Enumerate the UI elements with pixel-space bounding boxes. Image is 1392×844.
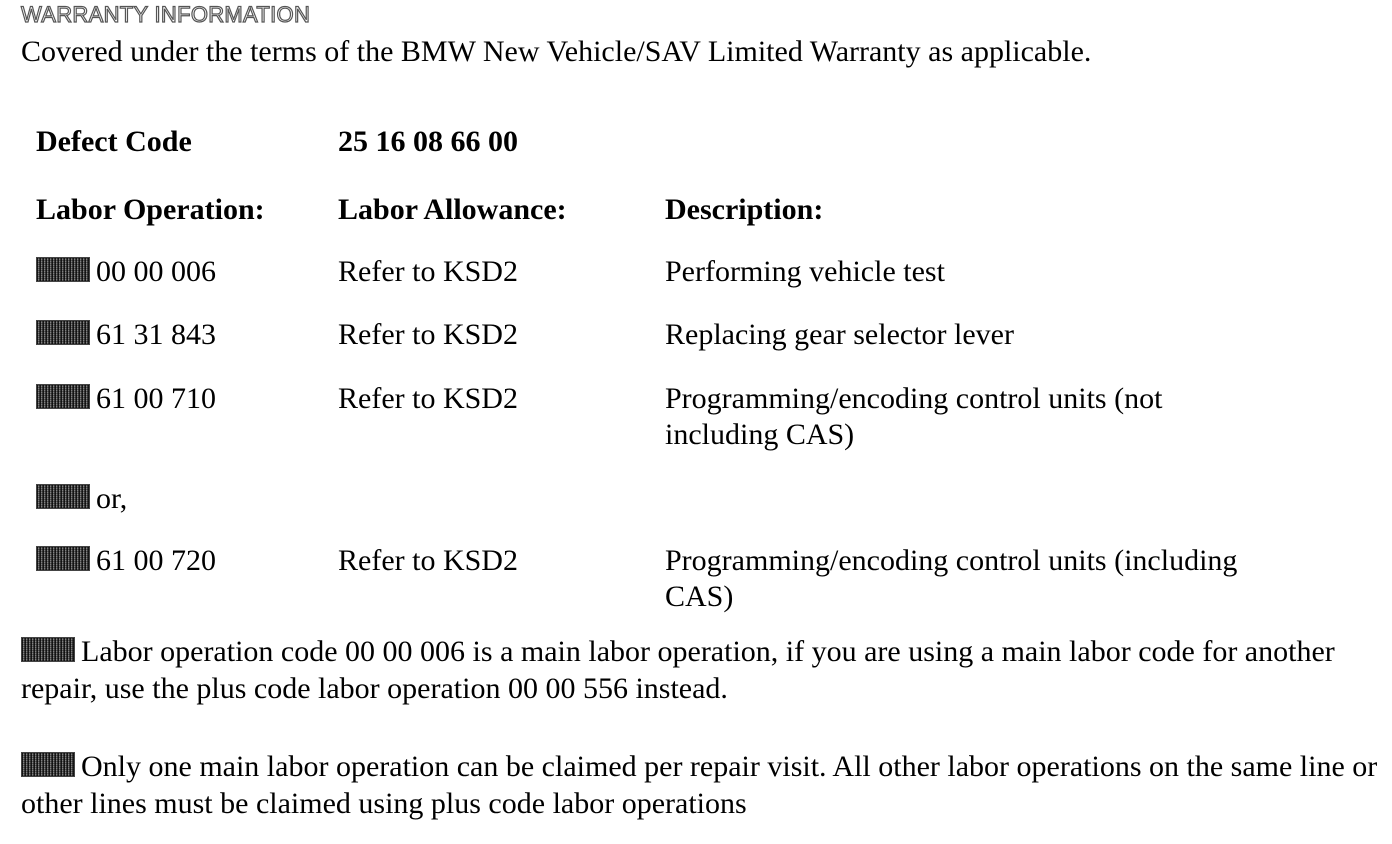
note-text: Labor operation code 00 00 006 is a main labor operation, if you are using a main labor code for another repair, use the plus code labor operation 00 00 556 instead. — [21, 635, 1335, 705]
labor-operation-code: 61 31 843 — [96, 318, 216, 351]
labor-allowance: Refer to KSD2 — [338, 255, 518, 288]
marker-icon — [36, 320, 90, 345]
labor-operation-code: 00 00 006 — [96, 255, 216, 288]
labor-description: Programming/encoding control units (including CAS) — [665, 544, 1238, 613]
defect-code-label: Defect Code — [36, 125, 192, 158]
labor-description: Replacing gear selector lever — [665, 318, 1014, 351]
note-text: Only one main labor operation can be claimed per repair visit. All other labor operations on the same line or other lines must be claimed using plus code labor operations — [21, 750, 1378, 820]
note-one-main-labor — [21, 748, 1381, 822]
labor-allowance: Refer to KSD2 — [338, 544, 518, 577]
defect-code-value: 25 16 08 66 00 — [338, 125, 518, 158]
labor-description: Programming/encoding control units (not including CAS) — [665, 382, 1163, 451]
labor-operation-code: 61 00 710 — [96, 382, 216, 415]
header-description: Description: — [665, 193, 824, 226]
header-labor-allowance: Labor Allowance: — [338, 193, 567, 226]
labor-operation-code: or, — [96, 482, 128, 515]
labor-operation-code: 61 00 720 — [96, 544, 216, 577]
section-heading: WARRANTY INFORMATION — [21, 2, 311, 27]
marker-icon — [21, 752, 75, 777]
marker-icon — [36, 484, 90, 509]
warranty-intro-text: Covered under the terms of the BMW New Vehicle/SAV Limited Warranty as applicable. — [21, 35, 1092, 68]
labor-allowance: Refer to KSD2 — [338, 382, 518, 415]
labor-description: Performing vehicle test — [665, 255, 945, 288]
note-main-labor-operation — [21, 633, 1381, 707]
marker-icon — [36, 384, 90, 409]
marker-icon — [36, 546, 90, 571]
header-labor-operation: Labor Operation: — [36, 193, 265, 226]
marker-icon — [21, 637, 75, 662]
marker-icon — [36, 257, 90, 282]
labor-allowance: Refer to KSD2 — [338, 318, 518, 351]
